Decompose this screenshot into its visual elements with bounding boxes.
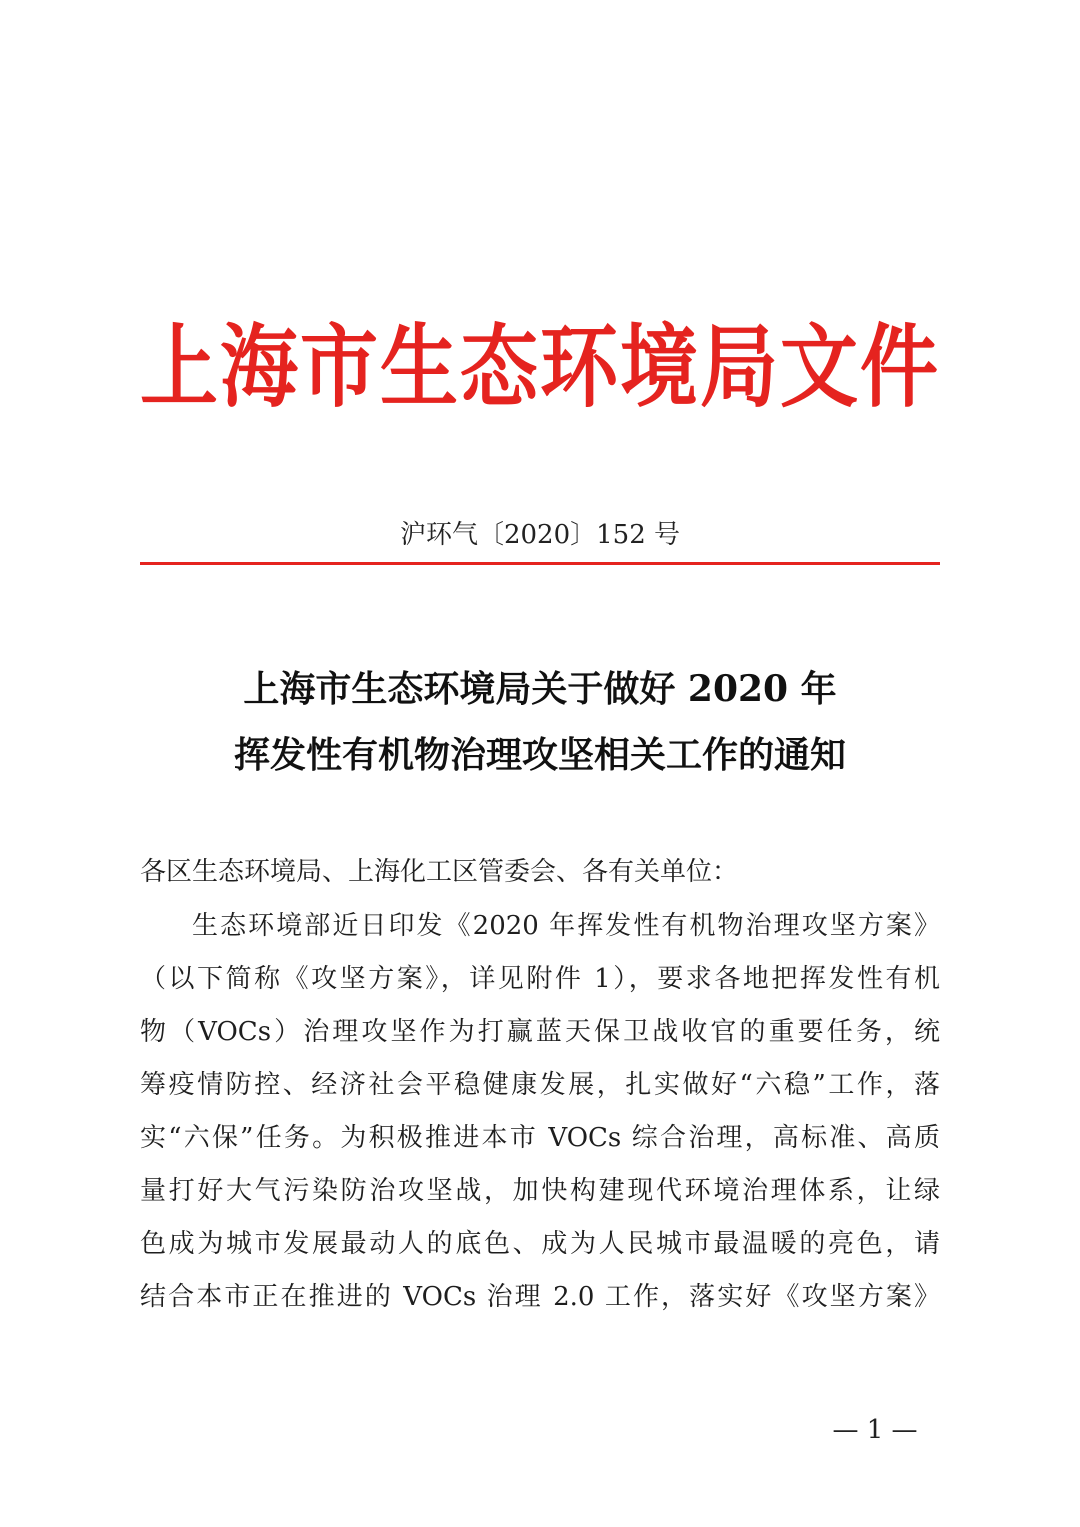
document-number: 沪环气〔2020〕152 号 <box>399 520 681 550</box>
body-line-4: 筹疫情防控、经济社会平稳健康发展，扎实做好“六稳”工作，落 <box>140 1070 940 1100</box>
body-line-6: 量打好大气污染防治攻坚战，加快构建现代环境治理体系，让绿 <box>140 1176 940 1206</box>
page-number: — 1 — <box>832 1415 918 1445</box>
body-line-8: 结合本市正在推进的 VOCs 治理 2.0 工作，落实好《攻坚方案》 <box>140 1282 940 1312</box>
addressee-line: 各区生态环境局、上海化工区管委会、各有关单位： <box>140 857 739 887</box>
notice-title-line-1: 上海市生态环境局关于做好 2020 年 <box>243 668 837 710</box>
notice-title-line-2: 挥发性有机物治理攻坚相关工作的通知 <box>233 734 846 776</box>
body-line-2: （以下简称《攻坚方案》，详见附件 1），要求各地把挥发性有机 <box>140 964 940 994</box>
body-line-1: 生态环境部近日印发《2020 年挥发性有机物治理攻坚方案》 <box>192 911 940 941</box>
body-line-3: 物（VOCs）治理攻坚作为打赢蓝天保卫战收官的重要任务，统 <box>140 1017 940 1047</box>
red-divider-line <box>140 562 940 565</box>
body-line-5: 实“六保”任务。为积极推进本市 VOCs 综合治理，高标准、高质 <box>140 1123 940 1153</box>
masthead-title: 上海市生态环境局文件 <box>139 315 940 420</box>
body-line-7: 色成为城市发展最动人的底色、成为人民城市最温暖的亮色，请 <box>140 1229 940 1259</box>
